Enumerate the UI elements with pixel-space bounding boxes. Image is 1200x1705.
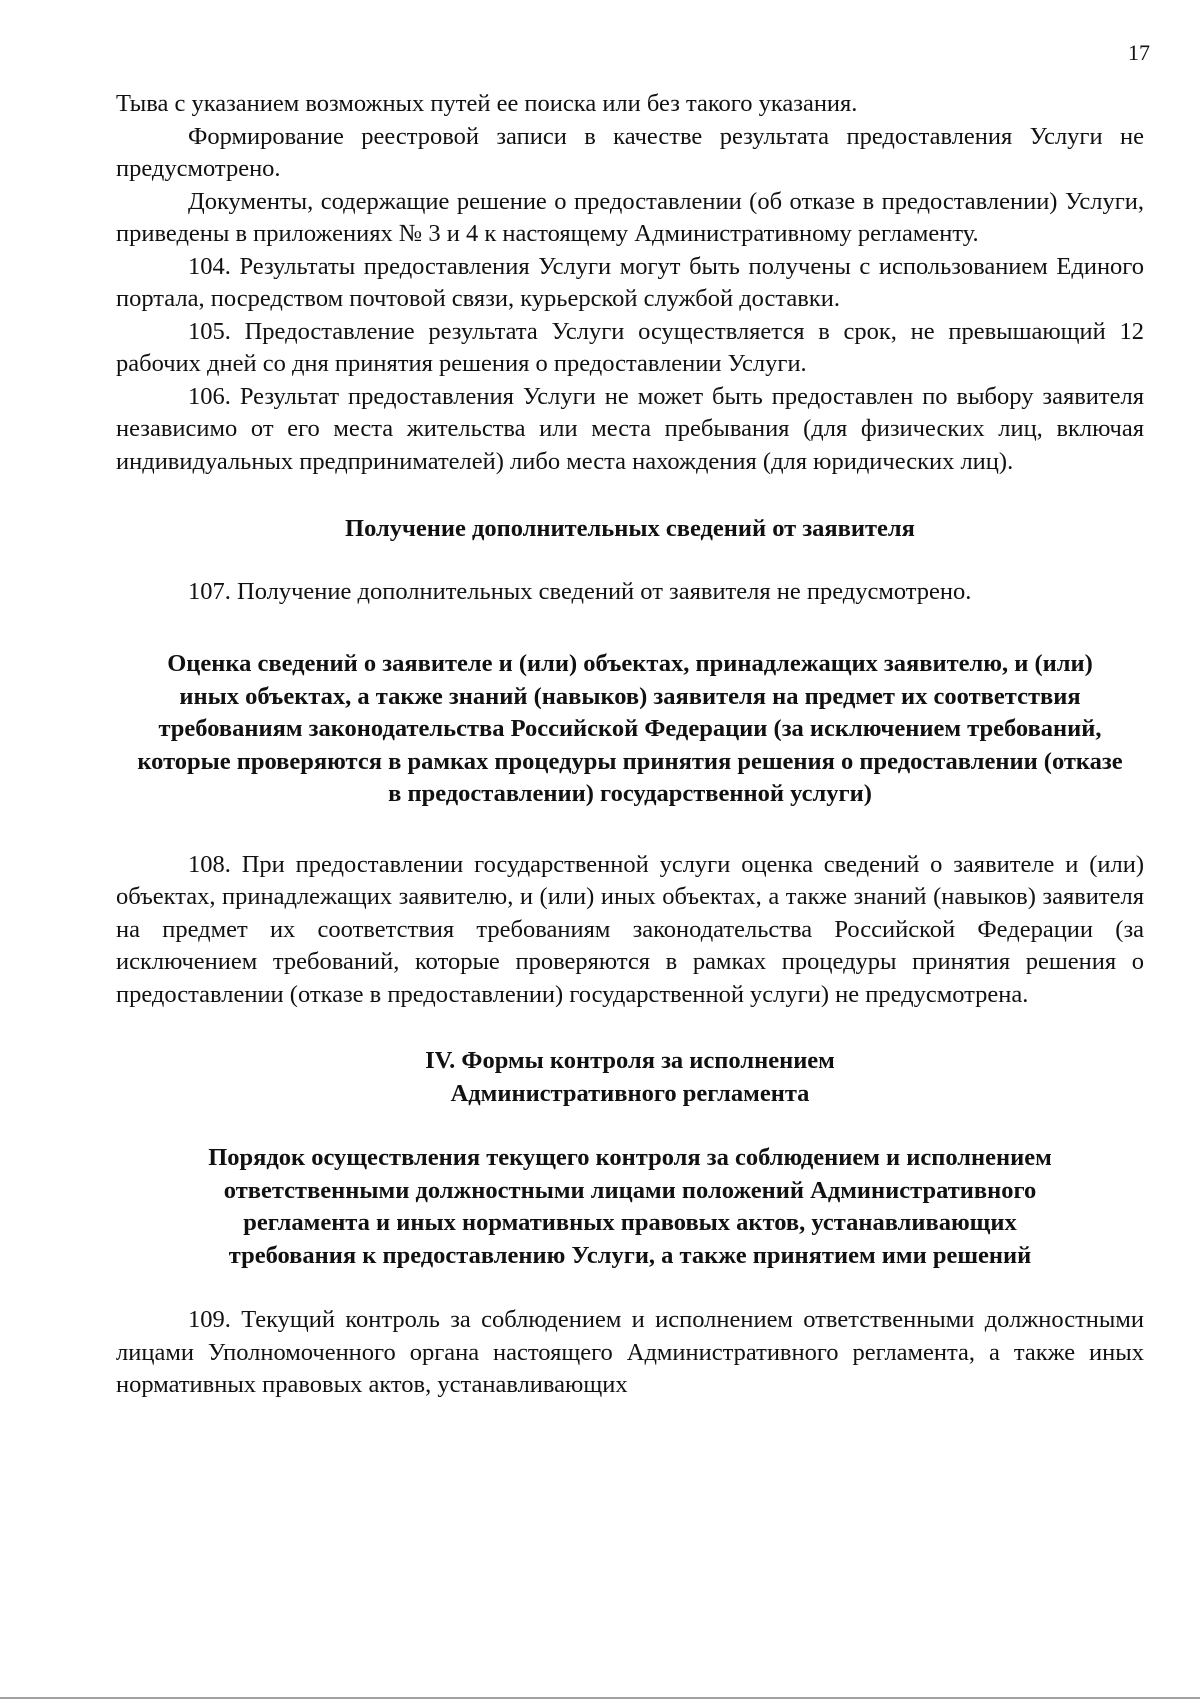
paragraph-104: 104. Результаты предоставления Услуги могут быть получены с использованием Единого портала, посредством почтовой связи, курьерской службой доставки. [116,252,1144,312]
paragraph-documents: Документы, содержащие решение о предоставлении (об отказе в предоставлении) Услуги, приведены в приложениях № 3 и 4 к настоящему Административному регламенту. [116,187,1144,247]
paragraph-108: 108. При предоставлении государственной услуги оценка сведений о заявителе и (или) объектах, принадлежащих заявителю, и (или) иных объектах, а также знаний (навыков) заявителя на предмет их соответствия требованиям законодательства Российской Федерации (за исключением требований, которые проверяются в рамках процедуры принятия решения о предоставлении (отказе в предоставлении) государственной услуги) не предусмотрена. [116,850,1144,1008]
paragraph-continuation: Тыва с указанием возможных путей ее поиска или без такого указания. [116,90,858,117]
paragraph-registry-record: Формирование реестровой записи в качестве результата предоставления Услуги не предусмотрено. [116,122,1144,182]
heading-additional-info: Получение дополнительных сведений от заявителя [345,515,915,542]
paragraph-109: 109. Текущий контроль за соблюдением и исполнением ответственными должностными лицами Уполномоченного органа настоящего Административного регламента, а также иных нормативных правовых актов, устанавливающих [116,1306,1144,1398]
heading-current-control: Порядок осуществления текущего контроля за соблюдением и исполнением ответственными должностными лицами положений Административного регламента и иных нормативных правовых актов, устанавливающих требования к предоставлению Услуги, а также принятием ими решений [208,1144,1052,1269]
page-number: 17 [1128,40,1150,65]
scan-bottom-edge [0,1697,1200,1699]
document-body [116,88,1144,1402]
paragraph-106: 106. Результат предоставления Услуги не может быть предоставлен по выбору заявителя независимо от его места жительства или места пребывания (для физических лиц, включая индивидуальных предпринимателей) либо места нахождения (для юридических лиц). [116,382,1144,475]
paragraph-105: 105. Предоставление результата Услуги осуществляется в срок, не превышающий 12 рабочих дней со дня принятия решения о предоставлении Услуги. [116,317,1144,377]
heading-section-iv: IV. Формы контроля за исполнением Административного регламента [425,1047,835,1107]
heading-assessment: Оценка сведений о заявителе и (или) объектах, принадлежащих заявителю, и (или) иных объектах, а также знаний (навыков) заявителя на предмет их соответствия требованиям законодательства Российской Федерации (за исключением требований, которые проверяются в рамках процедуры принятия решения о предоставлении (отказе в предоставлении) государственной услуги) [137,650,1123,807]
paragraph-107: 107. Получение дополнительных сведений от заявителя не предусмотрено. [188,577,972,605]
